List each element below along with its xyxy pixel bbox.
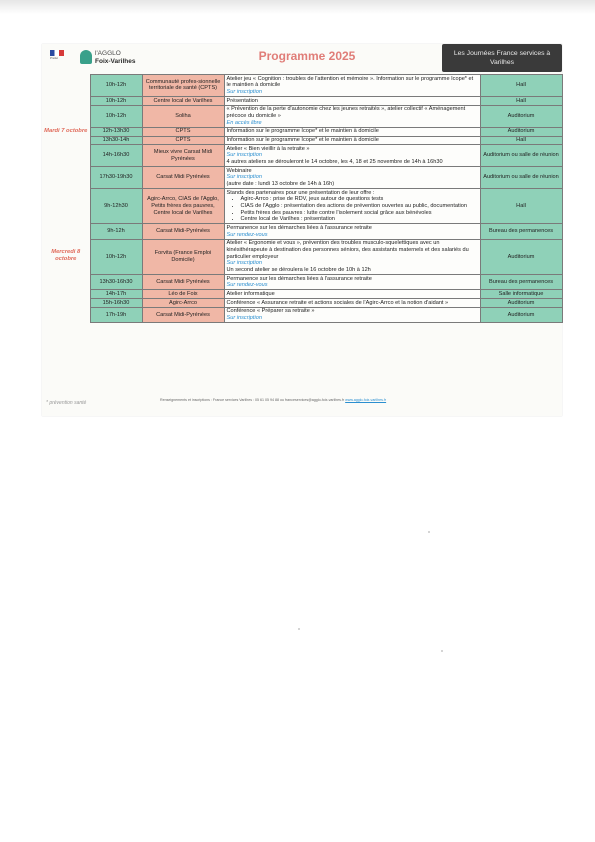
programme-table-wrap xyxy=(42,74,562,323)
time-cell: 15h-16h30 xyxy=(90,299,142,308)
description-text: Conférence « Assurance retraite et actions sociales de l'Agirc-Arrco et la notion d'aidant » xyxy=(226,299,449,306)
description-cell xyxy=(224,127,480,136)
description-extra: Un second atelier se déroulera le 16 octobre de 10h à 12h xyxy=(226,266,371,273)
time-cell: 13h30-14h xyxy=(90,136,142,145)
table-row xyxy=(42,145,562,167)
description-text: Atelier « Bien vieillir à la retraite » xyxy=(226,145,310,152)
registration-link[interactable]: Sur rendez-vous xyxy=(226,231,268,238)
organizer-cell: Centre local de Varilhes xyxy=(142,96,224,105)
table-row xyxy=(42,307,562,322)
description-cell xyxy=(224,189,480,224)
description-text: Conférence « Préparer sa retraite » xyxy=(226,308,315,315)
room-cell: Salle informatique xyxy=(480,290,562,299)
partner-list-item: • Agirc-Arrco : prise de RDV, jeux autour de questions tests xyxy=(241,196,478,203)
rf-logo-text: Préfet xyxy=(50,56,59,60)
table-row xyxy=(42,136,562,145)
time-cell: 9h-12h xyxy=(90,224,142,239)
description-cell xyxy=(224,224,480,239)
description-extra: 4 autres ateliers se dérouleront le 14 octobre, les 4, 18 et 25 novembre de 14h à 16h30 xyxy=(226,159,443,166)
room-cell: Hall xyxy=(480,96,562,105)
table-row xyxy=(42,239,562,274)
room-cell: Auditorium ou salle de réunion xyxy=(480,167,562,189)
scan-speck xyxy=(441,650,443,652)
description-text: Permanence sur les démarches liées à l'assurance retraite xyxy=(226,224,372,231)
organizer-cell: Agirc-Arrco, CIAS de l'Agglo, Petits frères des pauvres, Centre local de Varilhes xyxy=(142,189,224,224)
time-cell: 17h30-19h30 xyxy=(90,167,142,189)
day-label: Mardi 7 octobre xyxy=(42,75,90,189)
page-title: Programme 2025 xyxy=(258,49,356,63)
registration-link[interactable]: Sur inscription xyxy=(226,315,262,322)
time-cell: 10h-12h xyxy=(90,96,142,105)
description-cell xyxy=(224,239,480,274)
description-text: Atelier « Ergonomie et vous », prévention des troubles musculo-squelettiques avec un kinésithérapeute à destination des personnes séniors, des assistants maternels et des salariés du particulier employeur xyxy=(226,240,469,260)
registration-link[interactable]: Sur inscription xyxy=(226,260,262,267)
description-cell xyxy=(224,167,480,189)
agglo-logo xyxy=(80,48,140,70)
organizer-cell: Carsat Midi-Pyrénées xyxy=(142,224,224,239)
registration-link[interactable]: En accès libre xyxy=(226,119,262,126)
description-cell xyxy=(224,290,480,299)
republique-francaise-logo xyxy=(50,50,72,68)
description-cell xyxy=(224,299,480,308)
table-row xyxy=(42,167,562,189)
agglo-logo-line2: Foix-Varilhes xyxy=(95,58,136,65)
description-cell xyxy=(224,274,480,289)
room-cell: Auditorium xyxy=(480,105,562,127)
footer-website-link[interactable]: www.agglo-foix-varilhes.fr xyxy=(345,398,387,402)
organizer-cell: Carsat Midi Pyrénées xyxy=(142,167,224,189)
registration-link[interactable]: Sur inscription xyxy=(226,152,262,159)
description-text: Permanence sur les démarches liées à l'assurance retraite xyxy=(226,275,372,282)
header-badge: Les Journées France services à Varilhes xyxy=(442,44,562,72)
table-row xyxy=(42,105,562,127)
scan-speck xyxy=(428,531,430,533)
registration-link[interactable]: Sur inscription xyxy=(226,174,262,181)
table-row xyxy=(42,75,562,97)
description-extra: (autre date : lundi 13 octobre de 14h à 16h) xyxy=(226,181,335,188)
description-cell xyxy=(224,136,480,145)
description-text: Information sur le programme Icope* et le maintien à domicile xyxy=(226,137,379,144)
table-row xyxy=(42,127,562,136)
time-cell: 10h-12h xyxy=(90,239,142,274)
programme-page xyxy=(42,44,562,416)
agglo-logo-line1: l'AGGLO xyxy=(95,50,121,57)
organizer-cell: Léo de Foix xyxy=(142,290,224,299)
time-cell: 10h-12h xyxy=(90,105,142,127)
programme-table xyxy=(42,74,563,323)
description-text: Stands des partenaires pour une présentation de leur offre : xyxy=(226,189,375,196)
room-cell: Auditorium xyxy=(480,307,562,322)
registration-link[interactable]: Sur rendez-vous xyxy=(226,282,268,289)
room-cell: Auditorium xyxy=(480,239,562,274)
footer-contact-text: Renseignements et inscriptions : France services Varilhes : 05 61 05 94 88 ou franceservices@agglo-foix-varilhes.fr xyxy=(160,398,345,402)
agglo-mark-icon xyxy=(80,50,92,64)
room-cell: Auditorium xyxy=(480,127,562,136)
room-cell: Auditorium ou salle de réunion xyxy=(480,145,562,167)
partner-list-item: • Petits frères des pauvres : lutte contre l'isolement social grâce aux bénévoles xyxy=(241,210,478,217)
partner-list-item: • CIAS de l'Agglo : présentation des actions de prévention ouvertes au public, documentation xyxy=(241,203,478,210)
time-cell: 12h-13h30 xyxy=(90,127,142,136)
footnote: * prévention santé xyxy=(46,400,87,406)
time-cell: 10h-12h xyxy=(90,75,142,97)
description-text: Webinaire xyxy=(226,167,252,174)
footer-contact xyxy=(160,398,386,402)
table-row xyxy=(42,290,562,299)
time-cell: 13h30-16h30 xyxy=(90,274,142,289)
description-text: Information sur le programme Icope* et le maintien à domicile xyxy=(226,128,379,135)
description-cell xyxy=(224,75,480,97)
partner-list-item: • Centre local de Varilhes : présentation xyxy=(241,216,478,223)
description-cell xyxy=(224,105,480,127)
table-row xyxy=(42,189,562,224)
table-row xyxy=(42,96,562,105)
room-cell: Bureau des permanences xyxy=(480,274,562,289)
organizer-cell: Communauté profes-sionnelle territoriale de santé (CPTS) xyxy=(142,75,224,97)
description-text: Atelier informatique xyxy=(226,290,275,297)
description-cell xyxy=(224,145,480,167)
partner-list xyxy=(227,196,478,222)
registration-link[interactable]: Sur inscription xyxy=(226,88,262,95)
organizer-cell: Agirc-Arrco xyxy=(142,299,224,308)
day-label: Mercredi 8 octobre xyxy=(42,189,90,323)
page-header xyxy=(42,44,562,74)
organizer-cell: Mieux vivre Carsat Midi Pyrénées xyxy=(142,145,224,167)
description-text: Présentation xyxy=(226,97,258,104)
description-text: Atelier jeu « Cognition : troubles de l'attention et mémoire ». Information sur le programme Icope* et le maintien à domicile xyxy=(226,75,474,89)
table-row xyxy=(42,274,562,289)
programme-table-body xyxy=(42,75,562,323)
room-cell: Hall xyxy=(480,75,562,97)
organizer-cell: CPTS xyxy=(142,127,224,136)
organizer-cell: Forvita (France Emploi Domicile) xyxy=(142,239,224,274)
room-cell: Auditorium xyxy=(480,299,562,308)
room-cell: Hall xyxy=(480,189,562,224)
organizer-cell: Carsat Midi Pyrénées xyxy=(142,274,224,289)
description-cell xyxy=(224,307,480,322)
scan-speck xyxy=(298,628,300,630)
description-text: « Prévention de la perte d'autonomie chez les jeunes retraités », atelier collectif « Aménagement précoce du domicile » xyxy=(226,106,466,119)
time-cell: 14h-16h30 xyxy=(90,145,142,167)
organizer-cell: Soliha xyxy=(142,105,224,127)
scan-edge xyxy=(0,0,595,14)
table-row xyxy=(42,224,562,239)
description-cell xyxy=(224,96,480,105)
time-cell: 14h-17h xyxy=(90,290,142,299)
organizer-cell: CPTS xyxy=(142,136,224,145)
room-cell: Hall xyxy=(480,136,562,145)
room-cell: Bureau des permanences xyxy=(480,224,562,239)
organizer-cell: Carsat Midi-Pyrénées xyxy=(142,307,224,322)
time-cell: 17h-19h xyxy=(90,307,142,322)
table-row xyxy=(42,299,562,308)
time-cell: 9h-12h30 xyxy=(90,189,142,224)
